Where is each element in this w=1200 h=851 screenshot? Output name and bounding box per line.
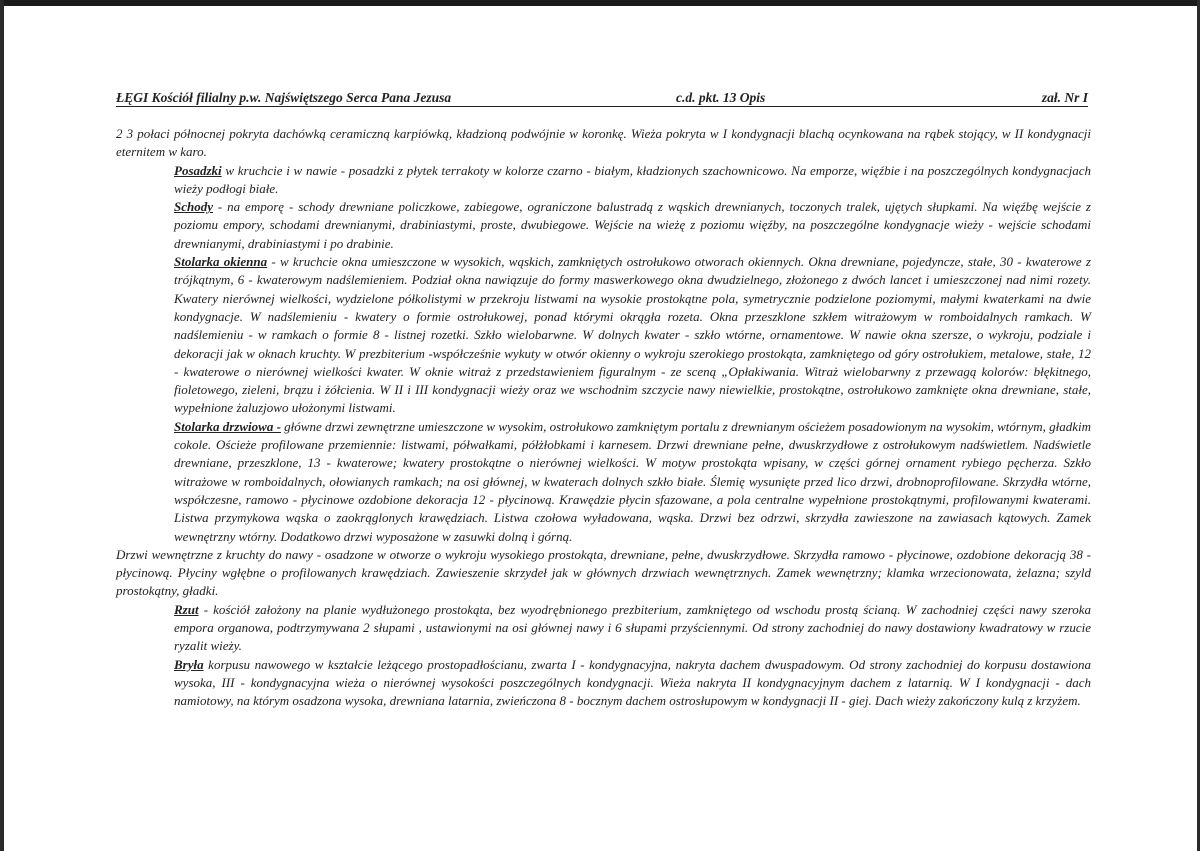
paragraph-text: - kościół założony na planie wydłużonego prostokąta, bez wyodrębnionego prezbiterium, zamkniętego od wschodu prostą ścianą. W zachodniej części nawy szeroka empora organowa, podtrzymywana 2 słupami , ustawionymi na osi głównej nawy i 6 słupami przyściennymi. Od strony zachodniej do nawy dostawiony kwadratowy w rzucie ryzalit wieży. bbox=[174, 601, 1091, 654]
header-title: ŁĘGI Kościół filialny p.w. Najświętszego Serca Pana Jezusa bbox=[116, 90, 452, 105]
paragraph-text: 2 3 połaci północnej pokryta dachówką ceramiczną karpiówką, kładzioną podwójnie w koronkę. Wieża pokryta w I kondygnacji blachą ocynkowana na rąbek stojący, w II kondygnacji eternitem w karo. bbox=[116, 126, 1091, 160]
paragraph-stolarka-drzwiowa bbox=[116, 418, 1091, 546]
paragraph-posadzki bbox=[116, 162, 1091, 199]
section-heading: Stolarka drzwiowa - bbox=[174, 418, 281, 434]
paragraph-stolarka-okienna bbox=[116, 253, 1091, 418]
paragraph-text: - na emporę - schody drewniane policzkowe, zabiegowe, ograniczone balustradą z wąskich drewnianych, toczonych tralek, ujętych słupkami. Na więźbę wejście z poziomu empory, schodami drewnianymi, drabiniastymi, proste, dwubiegowe. Wejście na wieżę z poziomu więźby, na poszczególne kondygnacje wieży - wejście schodami drewnianymi, drabiniastymi i po drabinie. bbox=[174, 199, 1091, 251]
section-heading: Schody bbox=[174, 199, 213, 215]
paragraph-text: główne drzwi zewnętrzne umieszczone w wysokim, ostrołukowo zamkniętym portalu z drewnianym ościeżem posadowionym na wysokim, wtórnym, gładkim cokole. Ościeże profilowane przemiennie: listwami, półwałkami, półżłobkami i karnesem. Drzwi drewniane pełne, dwuskrzydłowe z ostrołukowym nadświetlem. Nadświetle drewniane, przeszklone, 13 - kwaterowe; kwatery prostokątne o nierównej wielkości. W motyw prostokąta wpisany, w części górnej ornament rybiego pęcherza. Szkło witrażowe w romboidalnych, ołowianych ramkach; na osi głównej, w kwaterach dolnych szkło białe. Ślemię wysunięte przed lico drzwi, drobnoprofilowane. Skrzydła wtórne, współczesne, ramowo - płycinowe ozdobione dekoracja 12 - płycinową. Krawędzie płycin sfazowane, a pola centralne wypełnione prostokątnymi, profilowanymi kwaterami. Listwa przymykowa wąska o zaokrąglonych krawędziach. Listwa czołowa wyładowana, wąska. Drzwi bez odrzwi, skrzydła zawieszone na zawiasach kątowych. Zamek wewnętrzny wtórny. Dodatkowo drzwi wyposażone w zasuwki dolną i górną. bbox=[174, 418, 1091, 544]
scan-edge-top bbox=[0, 0, 1200, 6]
header-attachment: zał. Nr I bbox=[1041, 90, 1088, 105]
paragraph-roof-continuation bbox=[116, 125, 1091, 162]
paragraph-text: Drzwi wewnętrzne z kruchty do nawy - osadzone w otworze o wykroju wysokiego prostokąta, drewniane, pełne, dwuskrzydłowe. Skrzydła ramowo - płycinowe, ozdobione dekoracją 38 - płycinową. Płyciny wgłębne o profilowanych krawędziach. Zawieszenie skrzydeł jak w głównych drzwiach wewnętrznych. Zamek wewnętrzny; klamka wrzecionowata, żelazna; szyld prostokątny, gładki. bbox=[116, 546, 1091, 599]
header-section: c.d. pkt. 13 Opis bbox=[676, 90, 766, 105]
section-heading: Rzut bbox=[174, 601, 199, 617]
paragraph-text: w kruchcie i w nawie - posadzki z płytek terrakoty w kolorze czarno - białym, kładzionych szachownicowo. Na emporze, więźbie i na poszczególnych kondygnacjach wieży podłogi białe. bbox=[174, 162, 1091, 196]
section-heading: Bryła bbox=[174, 656, 204, 672]
scan-edge-left bbox=[0, 0, 4, 851]
section-heading: Stolarka okienna bbox=[174, 254, 268, 270]
paragraph-schody bbox=[116, 198, 1091, 253]
paragraph-text: - w kruchcie okna umieszczone w wysokich, wąskich, zamkniętych ostrołukowo otworach okiennych. Okna drewniane, pojedyncze, stałe, 30 - kwaterowe z trójkątnym, 6 - kwaterowym nadślemieniem. Podział okna nawiązuje do formy maswerkowego okna dwudzielnego, złożonego z dwóch lancet i umieszczonej nad nimi rozety. Kwatery nierównej wielkości, wydzielone półkolistymi w przekroju listwami na wysokie prostokątne pola, symetrycznie podzielone poziomymi, małymi kwaterkami na dwie kondygnacje. W nadślemieniu - kwatery o formie ostrołukowej, ponad którymi okrągła rozeta. Okna przeszklone szkłem witrażowym w romboidalnych ramkach. W nadślemieniu - w ramkach o formie 8 - listnej rozetki. Szkło wielobarwne. W dolnych kwater - szkło wtórne, ornamentowe. W nawie okna szersze, o wykroju, podziale i dekoracji jak w oknach kruchty. W prezbiterium -współcześnie wykuty w otwór okienny o wykroju szerokiego prostokąta, zamkniętego od góry ostrołukiem, metalowe, stałe, 12 - kwaterowe o nierównej wielkości kwater. W oknie witraż z przedstawieniem figuralnym - ze sceną „Opłakiwania. Witraż wielobarwny z przewagą kolorów: błękitnego, fioletowego, zieleni, brązu i żółcienia. W II i III kondygnacji wieży oraz we wschodnim szczycie nawy niewielkie, prostokątne, ostrołukowo zamknięte okna drewniane, stałe, wypełnione żaluzjowo ułożonymi listwami. bbox=[174, 254, 1091, 416]
section-heading: Posadzki bbox=[174, 162, 222, 178]
paragraph-drzwi-wewnetrzne bbox=[116, 546, 1091, 601]
paragraph-text: korpusu nawowego w kształcie leżącego prostopadłościanu, zwarta I - kondygnacyjna, nakryta dachem dwuspadowym. Od strony zachodniej do korpusu dostawiona wysoka, III - kondygnacyjna wieża o nierównej wysokości poszczególnych kondygnacji. Wieża nakryta II kondygnacyjnym dachem z latarnią. W I kondygnacji - dach namiotowy, na którym osadzona wysoka, drewniana latarnia, zwieńczona 8 - bocznym dachem ostrosłupowym w kondygnacji II - giej. Dach wieży zakończony kulą z krzyżem. bbox=[174, 656, 1091, 709]
page-header bbox=[116, 90, 1088, 107]
paragraph-rzut bbox=[116, 601, 1091, 656]
paragraph-bryla bbox=[116, 656, 1091, 711]
document-body bbox=[116, 125, 1091, 711]
